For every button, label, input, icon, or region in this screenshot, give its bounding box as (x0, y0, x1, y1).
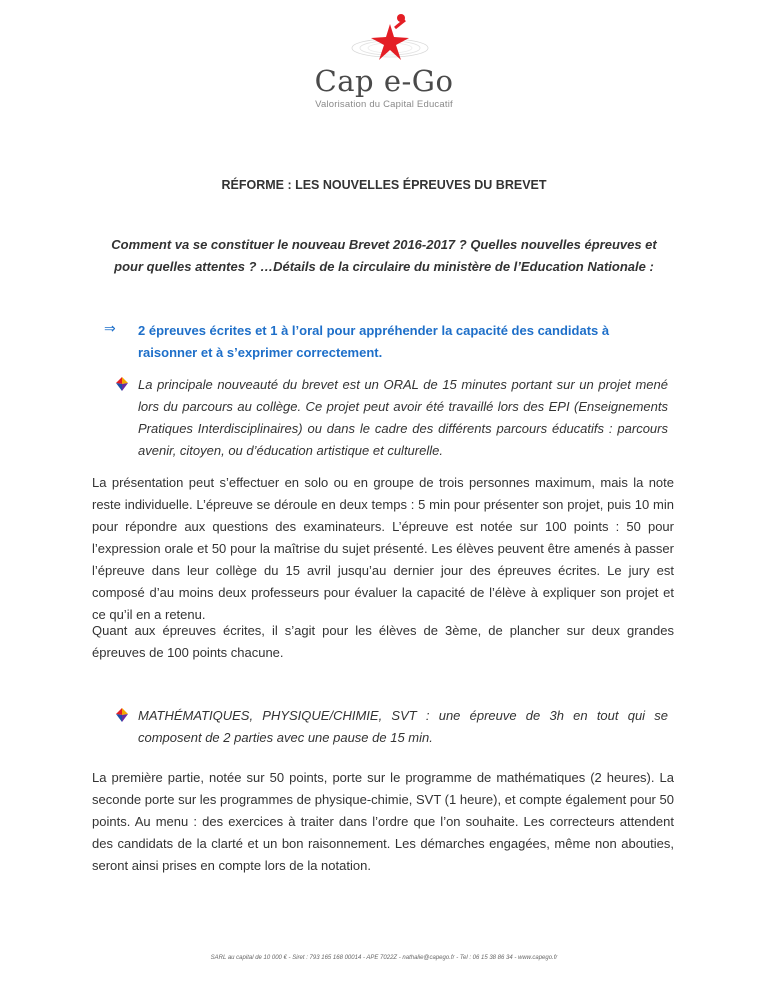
paragraph: La première partie, notée sur 50 points, porte sur le programme de mathématiques (2 heures). La seconde porte sur les programmes de physique-chimie, SVT (1 heure), et compte également pour 50 points. Au menu : des exercices à traiter dans l’ordre que l’on souhaite. Les correcteurs attendent des candidats de la clarté et un bon raisonnement. Les démarches engagées, même non abouties, seront ainsi prises en compte lors de la notation. (92, 770, 674, 873)
bullet-text: La principale nouveauté du brevet est un ORAL de 15 minutes portant sur un projet mené lors du parcours au collège. Ce projet peut avoir été travaillé lors des EPI (Enseignements Pratiques Interdisciplinaires) ou dans le cadre des différents parcours éducatifs : parcours avenir, citoyen, ou d’éducation artistique et culturelle. (138, 377, 668, 458)
star-figure-icon (345, 10, 435, 66)
brand-name: Cap e-Go (314, 64, 454, 98)
diamond-bullet-icon (116, 708, 128, 722)
subtitle: Comment va se constituer le nouveau Brevet 2016-2017 ? Quelles nouvelles épreuves et pour quelles attentes ? …Détails de la circulaire du ministère de l’Education Nationale : (111, 237, 657, 274)
highlight-text: 2 épreuves écrites et 1 à l’oral pour appréhender la capacité des candidats à raisonner et à s’exprimer correctement. (138, 323, 610, 360)
brand-tagline: Valorisation du Capital Educatif (315, 99, 453, 110)
right-arrow-icon: ⇒ (104, 320, 116, 336)
diamond-bullet-icon (116, 377, 128, 391)
paragraph: Quant aux épreuves écrites, il s’agit pour les élèves de 3ème, de plancher sur deux grandes épreuves de 100 points chacune. (92, 623, 674, 660)
logo (0, 0, 768, 120)
paragraph: La présentation peut s’effectuer en solo ou en groupe de trois personnes maximum, mais la note reste individuelle. L’épreuve se déroule en deux temps : 5 min pour présenter son projet, puis 10 min pour répondre aux questions des examinateurs. L’épreuve est notée sur 100 points : 50 pour l’expression orale et 50 pour la maîtrise du sujet présenté. Les élèves peuvent être amenés à passer l’épreuve dans leur collège du 15 avril jusqu’au dernier jour des épreuves écrites. Le jury est composé d’au moins deux professeurs pour évaluer la capacité de l’élève à expliquer son projet et ce qu’il en a retenu. (92, 475, 674, 622)
bullet-text: MATHÉMATIQUES, PHYSIQUE/CHIMIE, SVT : une épreuve de 3h en tout qui se composent de 2 parties avec une pause de 15 min. (138, 708, 668, 745)
footer: SARL au capital de 10 000 € - Siret : 793 165 168 00014 - APE 7022Z - nathalie@capego.fr - Tel : 06 15 38 86 34 - www.capego.fr (210, 955, 558, 961)
page-title: RÉFORME : LES NOUVELLES ÉPREUVES DU BREVET (221, 178, 547, 192)
